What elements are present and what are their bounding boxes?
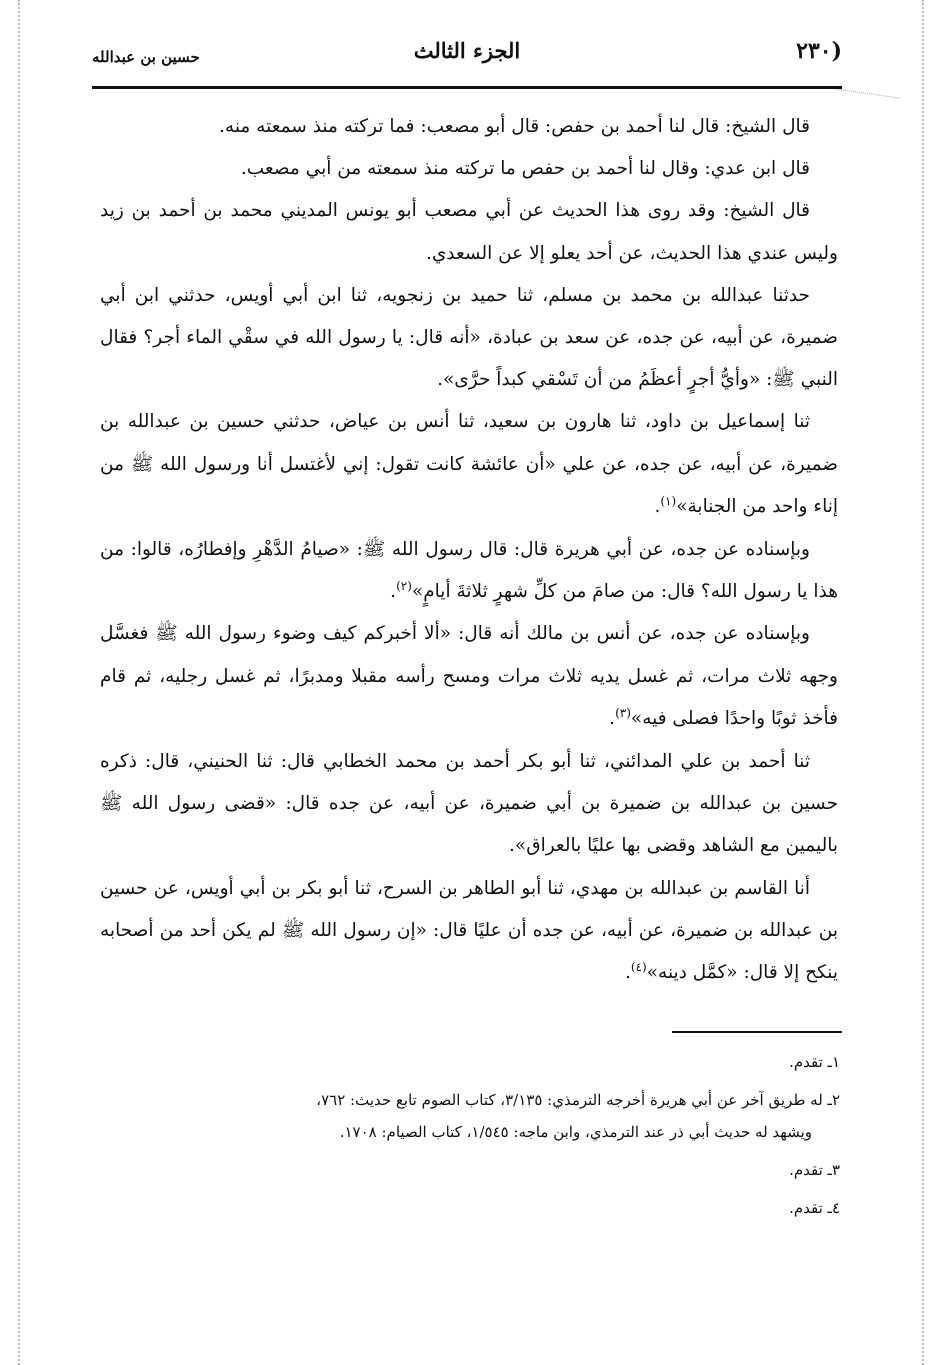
paragraph: أنا القاسم بن عبدالله بن مهدي، ثنا أبو الطاهر بن السرح، ثنا أبو بكر بن أبي أويس، عن حسين بن عبدالله بن ضميرة، عن أبيه، عن جده أن عليًا قال: «إن رسول الله ﷺ لم يكن أحد من أصحابه ينكح إلا قال: «كمَّل دينه»$^{(٤)}$. (100, 877, 838, 984)
footnote: ٢ـ له طريق آخر عن أبي هريرة أخرجه الترمذي: ٣/١٣٥، كتاب الصوم تابع حديث: ٧٦٢، (316, 1091, 840, 1109)
paragraph: قال الشيخ: قال لنا أحمد بن حفص: قال أبو مصعب: فما تركته منذ سمعته منه. (219, 116, 810, 137)
footnote-ref: (٤) (630, 959, 647, 974)
footnote: ٣ـ تقدم. (789, 1161, 840, 1179)
footnotes (100, 1046, 840, 1230)
footnote-separator (672, 1031, 842, 1033)
volume-title: الجزء الثالث (413, 38, 521, 63)
page-number: (٢٣٠ (796, 38, 842, 64)
paragraph: وبإسناده عن جده، عن أبي هريرة قال: قال رسول الله ﷺ: «صيامُ الدَّهْرِ وإفطارُه، قالوا: من هذا يا رسول الله؟ قال: من صامَ من كلِّ شهرٍ ثلاثةَ أيامٍ»$^{(٢)}$. (100, 539, 838, 603)
paragraph: وبإسناده عن جده، عن أنس بن مالك أنه قال: «ألا أخبركم كيف وضوء رسول الله ﷺ فغسَّل وجهه ثلاث مرات، ثم غسل يديه ثلاث مرات ومسح رأسه مقبلا ومدبرًا، ثم غسل رجليه، ثم قام فأخذ ثوبًا واحدًا فصلى فيه»$^{(٣)}$. (100, 623, 838, 729)
paragraph: حدثنا عبدالله بن محمد بن مسلم، ثنا حميد بن زنجويه، ثنا ابن أبي أويس، حدثني ابن أبي ضميرة، عن أبيه، عن جده، عن سعد بن عبادة، «أنه قال: يا رسول الله في سقْي الماء أجر؟ فقال النبي ﷺ: «وأيُّ أجرٍ أعظَمُ من أن تَسْقي كبداً حرَّى». (100, 284, 838, 391)
page-header (92, 38, 842, 78)
footnote-ref: (١) (660, 493, 677, 508)
paragraph-text: وبإسناده عن جده، عن أنس بن مالك أنه قال: «ألا أخبركم كيف وضوء رسول الله ﷺ فغسَّل وجهه ثلاث مرات، ثم غسل يديه ثلاث مرات ومسح رأسه مقبلا ومدبرًا، ثم غسل رجليه، ثم قام فأخذ ثوبًا واحدًا فصلى فيه» (100, 623, 838, 729)
footnote-continuation: ويشهد له حديث أبي ذر عند الترمذي، وابن ماجه: ١/٥٤٥، كتاب الصيام: ١٧٠٨. (339, 1123, 812, 1141)
paragraph: قال ابن عدي: وقال لنا أحمد بن حفص ما تركته منذ سمعته من أبي مصعب. (240, 158, 810, 180)
footnote: ١ـ تقدم. (789, 1053, 840, 1071)
footnote: ٤ـ تقدم. (789, 1199, 840, 1217)
paragraph-text: ثنا إسماعيل بن داود، ثنا هارون بن سعيد، ثنا أنس بن عياض، حدثني حسين بن عبدالله بن ضميرة، عن أبيه، عن جده، عن علي «أن عائشة كانت تقول: إني لأغتسل أنا ورسول الله ﷺ من إناء واحد من الجنابة» (100, 411, 838, 517)
paragraph-text: وبإسناده عن جده، عن أبي هريرة قال: قال رسول الله ﷺ: «صيامُ الدَّهْرِ وإفطارُه، قالوا: من هذا يا رسول الله؟ قال: من صامَ من كلِّ شهرٍ ثلاثةَ أيامٍ» (100, 539, 838, 603)
scan-margin-dots-right (922, 0, 924, 1365)
footnote-ref: (٣) (615, 705, 631, 720)
main-text (100, 106, 838, 994)
paragraph: ثنا أحمد بن علي المدائني، ثنا أبو بكر أحمد بن محمد الخطابي قال: ثنا الحنيني، قال: ذكره حسين بن عبدالله بن ضميرة بن أبي ضميرة، عن أبيه، عن جده قال: «قضى رسول الله ﷺ باليمين مع الشاهد وقضى بها عليًا بالعراق». (100, 751, 838, 857)
paragraph: قال الشيخ: وقد روى هذا الحديث عن أبي مصعب أبو يونس المديني محمد بن أحمد بن زيد وليس عندي هذا الحديث، عن أحد يعلو إلا عن السعدي. (100, 200, 838, 264)
paragraph: ثنا إسماعيل بن داود، ثنا هارون بن سعيد، ثنا أنس بن عياض، حدثني حسين بن عبدالله بن ضميرة، عن أبيه، عن جده، عن علي «أن عائشة كانت تقول: إني لأغتسل أنا ورسول الله ﷺ من إناء واحد من الجنابة»$^{(١)}$. (100, 411, 838, 517)
paragraph-text: أنا القاسم بن عبدالله بن مهدي، ثنا أبو الطاهر بن السرح، ثنا أبو بكر بن أبي أويس، عن حسين بن عبدالله بن ضميرة، عن أبيه، عن جده أن عليًا قال: «إن رسول الله ﷺ لم يكن أحد من أصحابه ينكح إلا قال: «كمَّل دينه» (100, 877, 838, 984)
running-author: حسين بن عبدالله (92, 48, 200, 66)
scan-margin-dots-left (18, 0, 20, 1365)
footnote-ref: (٢) (396, 579, 412, 594)
header-rule (92, 86, 842, 89)
